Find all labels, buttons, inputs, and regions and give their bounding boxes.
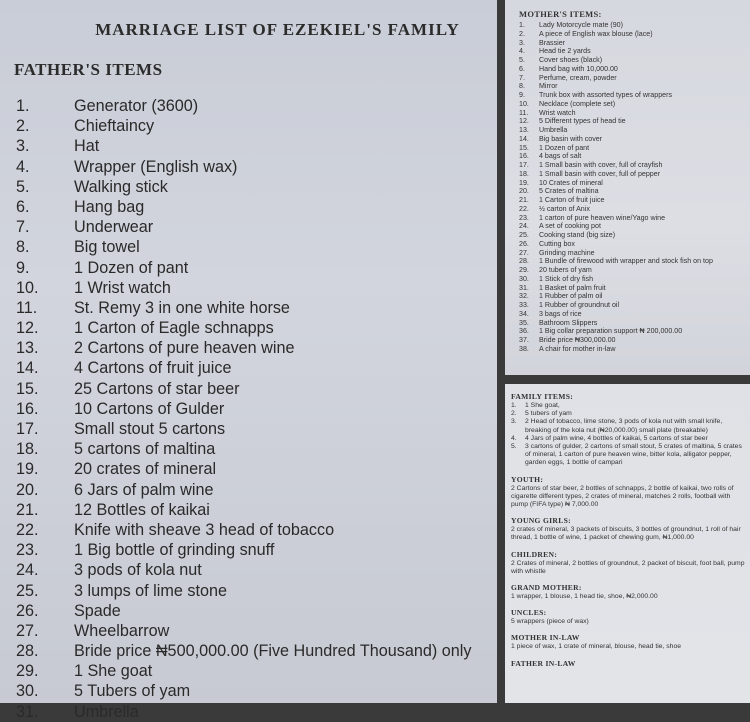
list-item: 15. 25 Cartons of star beer [16, 379, 240, 398]
list-item: 2. Chieftaincy [16, 117, 155, 136]
list-item: 10. 1 Wrist watch [16, 278, 171, 297]
mother-items-sheet [505, 0, 750, 375]
list-item: 20. 6 Jars of palm wine [16, 480, 214, 499]
list-item: 8. Mirror [519, 82, 558, 91]
list-item: 26. Spade [16, 601, 121, 620]
document-title: MARRIAGE LIST OF EZEKIEL'S FAMILY [95, 20, 460, 39]
list-item: 6. Hand bag with 10,000.00 [519, 64, 618, 73]
list-item: 14. Big basin with cover [519, 134, 603, 143]
young-girls-heading: YOUNG GIRLS: [511, 516, 571, 526]
children-heading: CHILDREN: [511, 549, 558, 559]
list-item: 31. 1 Basket of palm fruit [519, 283, 606, 292]
list-item: 21. 12 Bottles of kaikai [16, 500, 210, 519]
list-item: 9. Trunk box with assorted types of wrappers [519, 91, 673, 99]
mother-in-law-text: 1 piece of wax, 1 crate of mineral, blouse, head tie, shoe [511, 643, 682, 651]
mother-in-law-heading: MOTHER IN-LAW [511, 633, 580, 643]
list-item: 12. 5 Different types of head tie [519, 117, 626, 126]
father-items-heading: FATHER'S ITEMS [14, 60, 163, 79]
father-items-list [10, 96, 485, 722]
family-items-heading: FAMILY ITEMS: [511, 392, 574, 401]
list-item: 13. 2 Cartons of pure heaven wine [16, 339, 295, 358]
list-item: 5. Walking stick [16, 177, 168, 196]
list-item: 27. Wheelbarrow [16, 621, 170, 640]
list-item: 19. 10 Crates of mineral [519, 178, 603, 187]
youth-heading: YOUTH: [511, 474, 544, 484]
young-girls-text: 2 crates of mineral, 3 packets of biscuits, 3 bottles of groundnut, 1 roll of hair thread, 1 bottle of wine, 1 packet of chewing gum, ₦1,000.00 [511, 526, 741, 542]
list-item: 33. 1 Rubber of groundnut oil [519, 301, 620, 309]
mother-items-heading: MOTHER'S ITEMS: [519, 9, 602, 19]
list-item: 30. 5 Tubers of yam [16, 682, 191, 701]
list-item: 3. Hat [16, 137, 100, 156]
list-item: 3. 2 Head of tobacco, lime stone, 3 pods of kola nut with small knife, breaking of the kola nut (₦20,000.00) small plate (breakable) [511, 418, 723, 434]
list-item: 4. Head tie 2 yards [519, 47, 591, 56]
list-item: 34. 3 bags of rice [519, 309, 582, 318]
mother-items-list [519, 21, 744, 354]
list-item: 5. 3 cartons of gulder, 2 cartons of small stout, 5 crates of maltina, 5 crates of mineral, 1 carton of pure heaven wine, bitter kola, alligator pepper, garden eggs, 1 bottle of campari [511, 443, 742, 467]
list-item: 1. Lady Motorcycle mate (90) [519, 21, 623, 29]
list-item: 20. 5 Crates of maltina [519, 187, 599, 196]
list-item: 29. 1 She goat [16, 662, 153, 681]
list-item: 4. 4 Jars of palm wine, 4 bottles of kaikai, 5 cartons of star beer [511, 434, 708, 442]
list-item: 27. Grinding machine [519, 248, 595, 257]
list-item: 25. 3 lumps of lime stone [16, 581, 227, 600]
list-item: 29. 20 tubers of yam [519, 266, 592, 274]
list-item: 1. 1 She goat, [511, 402, 560, 409]
list-item: 24. A set of cooking pot [519, 222, 601, 231]
list-item: 10. Necklace (complete set) [519, 99, 616, 108]
grand-mother-text: 1 wrapper, 1 blouse, 1 head tie, shoe, ₦2,000.00 [511, 593, 658, 601]
list-item: 31. Umbrella [16, 702, 139, 721]
family-items-sheet [505, 384, 750, 703]
list-item: 15. 1 Dozen of pant [519, 143, 590, 152]
list-item: 28. 1 Bundle of firewood with wrapper and stock fish on top [519, 257, 713, 266]
list-item: 2. 5 tubers of yam [511, 410, 572, 418]
uncles-heading: UNCLES: [511, 608, 547, 618]
list-item: 35. Bathroom Slippers [519, 318, 598, 327]
list-item: 5. Cover shoes (black) [519, 56, 603, 64]
list-item: 9. 1 Dozen of pant [16, 258, 189, 277]
list-item: 24. 3 pods of kola nut [16, 561, 202, 580]
list-item: 37. Bride price ₦300,000.00 [519, 336, 616, 344]
list-item: 19. 20 crates of mineral [16, 460, 217, 479]
list-item: 18. 5 cartons of maltina [16, 440, 216, 459]
list-item: 22. Knife with sheave 3 head of tobacco [16, 520, 335, 539]
father-in-law-heading: FATHER IN-LAW [511, 658, 576, 668]
list-item: 22. ½ carton of Anix [519, 204, 590, 213]
list-item: 38. A chair for mother in-law [519, 344, 616, 353]
list-item: 16. 10 Cartons of Gulder [16, 399, 225, 418]
list-item: 6. Hang bag [16, 197, 145, 216]
list-item: 12. 1 Carton of Eagle schnapps [16, 319, 274, 338]
list-item: 26. Cutting box [519, 239, 575, 248]
children-text: 2 Crates of mineral, 2 bottles of groundnut, 2 packet of biscuit, foot ball, pump with whistle [511, 559, 745, 575]
list-item: 11. St. Remy 3 in one white horse [16, 298, 290, 317]
grand-mother-heading: GRAND MOTHER: [511, 583, 582, 593]
list-item: 21. 1 Carton of fruit juice [519, 196, 605, 204]
list-item: 14. 4 Cartons of fruit juice [16, 359, 232, 378]
list-item: 23. 1 Big bottle of grinding snuff [16, 541, 275, 560]
list-item: 18. 1 Small basin with cover, full of pepper [519, 169, 661, 178]
list-item: 28. Bride price ₦500,000.00 (Five Hundred Thousand) only [16, 642, 472, 661]
family-items-list [511, 402, 746, 468]
list-item: 1. Generator (3600) [16, 97, 199, 115]
list-item: 32. 1 Rubber of palm oil [519, 292, 603, 301]
list-item: 17. Small stout 5 cartons [16, 420, 226, 438]
list-item: 36. 1 Big collar preparation support ₦ 200,000.00 [519, 327, 683, 336]
list-item: 7. Underwear [16, 218, 154, 237]
list-item: 23. 1 carton of pure heaven wine/Yago wine [519, 213, 666, 222]
youth-text: 2 Cartons of star beer, 2 bottles of schnapps, 2 bottle of kaikai, two rolls of cigarette different types, 2 crates of mineral, matches 2 rolls, football with pump (FIFA type) ₦ 7,000.00 [511, 484, 734, 509]
list-item: 17. 1 Small basin with cover, full of crayfish [519, 161, 663, 169]
list-item: 25. Cooking stand (big size) [519, 231, 616, 239]
list-item: 8. Big towel [16, 238, 140, 257]
list-item: 13. Umbrella [519, 126, 568, 134]
list-item: 16. 4 bags of salt [519, 152, 582, 161]
list-item: 3. Brassier [519, 38, 566, 47]
list-item: 7. Perfume, cream, powder [519, 73, 617, 82]
uncles-text: 5 wrappers (piece of wax) [511, 618, 589, 626]
list-item: 30. 1 Stick of dry fish [519, 274, 594, 283]
list-item: 4. Wrapper (English wax) [16, 157, 238, 176]
list-item: 11. Wrist watch [519, 108, 576, 117]
list-item: 2. A piece of English wax blouse (lace) [519, 29, 653, 38]
